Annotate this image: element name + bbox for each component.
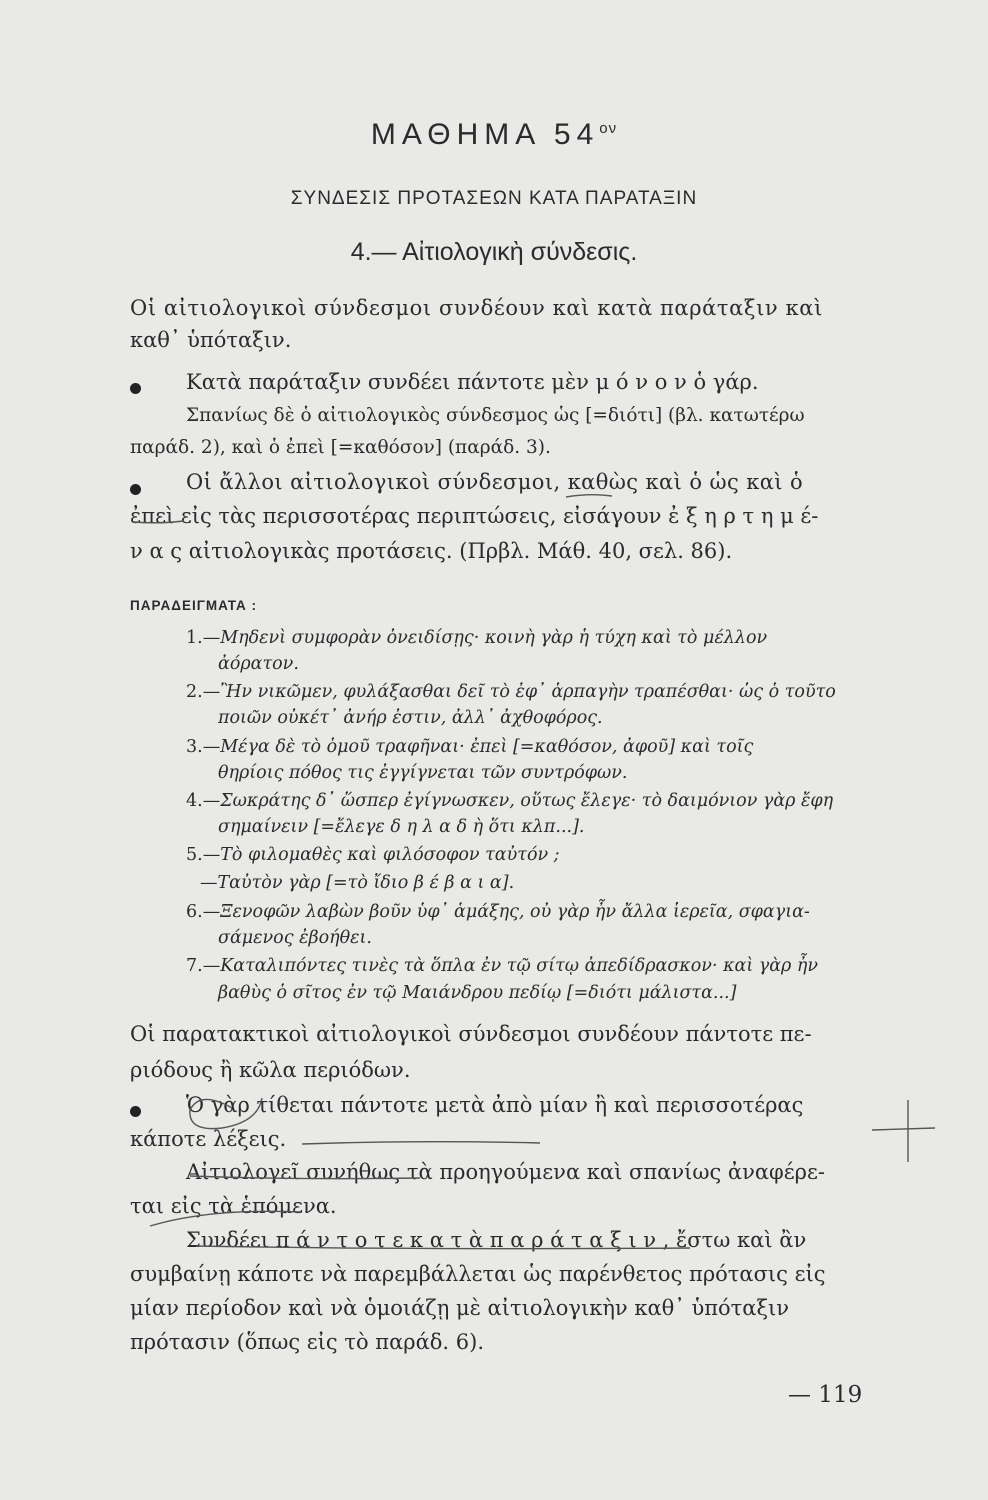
- lesson-subtitle: ΣΥΝΔΕΣΙΣ ΠΡΟΤΑΣΕΩΝ ΚΑΤΑ ΠΑΡΑΤΑΞΙΝ: [290, 188, 698, 209]
- page-number: — 119: [788, 1382, 863, 1408]
- rule3-line-1: Ὁ γὰρ τίθεται πάντοτε μετὰ ἀπὸ μίαν ἢ καὶ περισσοτέρας: [186, 1093, 804, 1117]
- para4-line-2: ται εἰς τὰ ἑπόμενα.: [130, 1194, 337, 1218]
- example-line: 2.—Ἢν νικῶμεν, φυλάξασθαι δεῖ τὸ ἐφ᾿ ἁρπαγὴν τραπέσθαι· ὡς ὁ τοῦτο: [186, 682, 836, 702]
- underline-mark: [566, 495, 612, 497]
- para4-line-1: Αἰτιολογεῖ συνήθως τὰ προηγούμενα καὶ σπανίως ἀναφέρε-: [186, 1160, 825, 1184]
- example-line: 1.—Μηδενὶ συμφορὰν ὀνειδίσῃς· κοινὴ γὰρ ἡ τύχη καὶ τὸ μέλλον: [186, 628, 768, 648]
- lesson-title: ΜΑΘΗΜΑ $54^{o\nu}$: [370, 118, 618, 151]
- example-line: —Ταὐτὸν γὰρ [=τὸ ἴδιο β έ β α ι α].: [200, 873, 515, 893]
- swash-mark: [150, 1211, 300, 1226]
- para3-line-1: Οἱ παρατακτικοὶ αἰτιολογικοὶ σύνδεσμοι συνδέουν πάντοτε πε-: [130, 1022, 812, 1046]
- rule2-line-1: Οἱ ἄλλοι αἰτιολογικοὶ σύνδεσμοι, καθὼς καὶ ὁ ὡς καὶ ὁ: [186, 470, 804, 494]
- example-line: ποιῶν οὐκέτ᾿ ἀνήρ ἐστιν, ἀλλ᾿ ἀχθοφόρος.: [218, 708, 603, 728]
- underline-mark: [196, 1246, 690, 1249]
- underline-mark: [190, 1176, 420, 1179]
- circle-mark: [190, 1098, 262, 1129]
- example-line: 6.—Ξενοφῶν λαβὼν βοῦν ὑφ᾿ ἁμάξης, οὐ γὰρ ἦν ἄλλα ἱερεῖα, σφαγια-: [186, 902, 810, 922]
- para5-line-1: Συνδέει π ά ν τ ο τ ε κ α τ ὰ π α ρ ά τ α ξ ι ν , ἔστω καὶ ἂν: [186, 1228, 807, 1252]
- section-heading: 4.— Αἰτιολογικὴ σύνδεσις.: [350, 238, 638, 266]
- cross-mark: [872, 1128, 935, 1130]
- underline-mark: [134, 521, 184, 523]
- examples-label: ΠΑΡΑΔΕΙΓΜΑΤΑ :: [130, 598, 257, 613]
- example-line: σημαίνειν [=ἔλεγε δ η λ α δ ὴ ὅτι κλπ...].: [218, 817, 585, 837]
- para5-line-4: πρότασιν (ὅπως εἰς τὸ παράδ. 6).: [130, 1330, 485, 1354]
- example-line: 7.—Καταλιπόντες τινὲς τὰ ὅπλα ἐν τῷ σίτῳ ἀπεδίδρασκον· καὶ γὰρ ἦν: [186, 956, 819, 976]
- intro-line-1: Οἱ αἰτιολογικοὶ σύνδεσμοι συνδέουν καὶ κατὰ παράταξιν καὶ: [130, 296, 823, 320]
- rule1-line-3: παράδ. 2), καὶ ὁ ἐπεὶ [=καθόσον] (παράδ. 3).: [130, 437, 551, 458]
- example-line: 5.—Τὸ φιλομαθὲς καὶ φιλόσοφον ταὐτόν ;: [186, 845, 560, 865]
- example-line: βαθὺς ὁ σῖτος ἐν τῷ Μαιάνδρου πεδίῳ [=διότι μάλιστα...]: [218, 983, 737, 1003]
- example-line: θηρίοις πόθος τις ἐγγίγνεται τῶν συντρόφων.: [218, 763, 628, 783]
- example-line: σάμενος ἐβοήθει.: [218, 928, 372, 948]
- underline-mark: [302, 1142, 540, 1144]
- rule1-line-2: Σπανίως δὲ ὁ αἰτιολογικὸς σύνδεσμος ὡς [=διότι] (βλ. κατωτέρω: [186, 405, 805, 426]
- para3-line-2: ριόδους ἢ κῶλα περιόδων.: [130, 1058, 411, 1082]
- example-line: 4.—Σωκράτης δ᾿ ὥσπερ ἐγίγνωσκεν, οὕτως ἔλεγε· τὸ δαιμόνιον γὰρ ἔφη: [186, 791, 834, 811]
- para5-line-2: συμβαίνῃ κάποτε νὰ παρεμβάλλεται ὡς παρένθετος πρότασις εἰς: [130, 1262, 826, 1286]
- example-line: ἀόρατον.: [218, 654, 299, 674]
- rule3-line-2: κάποτε λέξεις.: [130, 1127, 287, 1151]
- rule1-line-1: Κατὰ παράταξιν συνδέει πάντοτε μὲν μ ό ν ο ν ὁ γάρ.: [186, 370, 759, 394]
- para5-line-3: μίαν περίοδον καὶ νὰ ὁμοιάζῃ μὲ αἰτιολογικὴν καθ᾿ ὑπόταξιν: [130, 1296, 790, 1320]
- intro-line-2: καθ᾿ ὑπόταξιν.: [130, 328, 292, 352]
- example-line: 3.—Μέγα δὲ τὸ ὁμοῦ τραφῆναι· ἐπεὶ [=καθόσον, ἀφοῦ] καὶ τοῖς: [186, 737, 754, 757]
- rule2-line-3: ν α ς αἰτιολογικὰς προτάσεις. (Πρβλ. Μάθ. 40, σελ. 86).: [130, 539, 733, 563]
- rule2-line-2: ἐπεὶ εἰς τὰς περισσοτέρας περιπτώσεις, εἰσάγουν ἐ ξ η ρ τ η μ έ-: [130, 504, 819, 528]
